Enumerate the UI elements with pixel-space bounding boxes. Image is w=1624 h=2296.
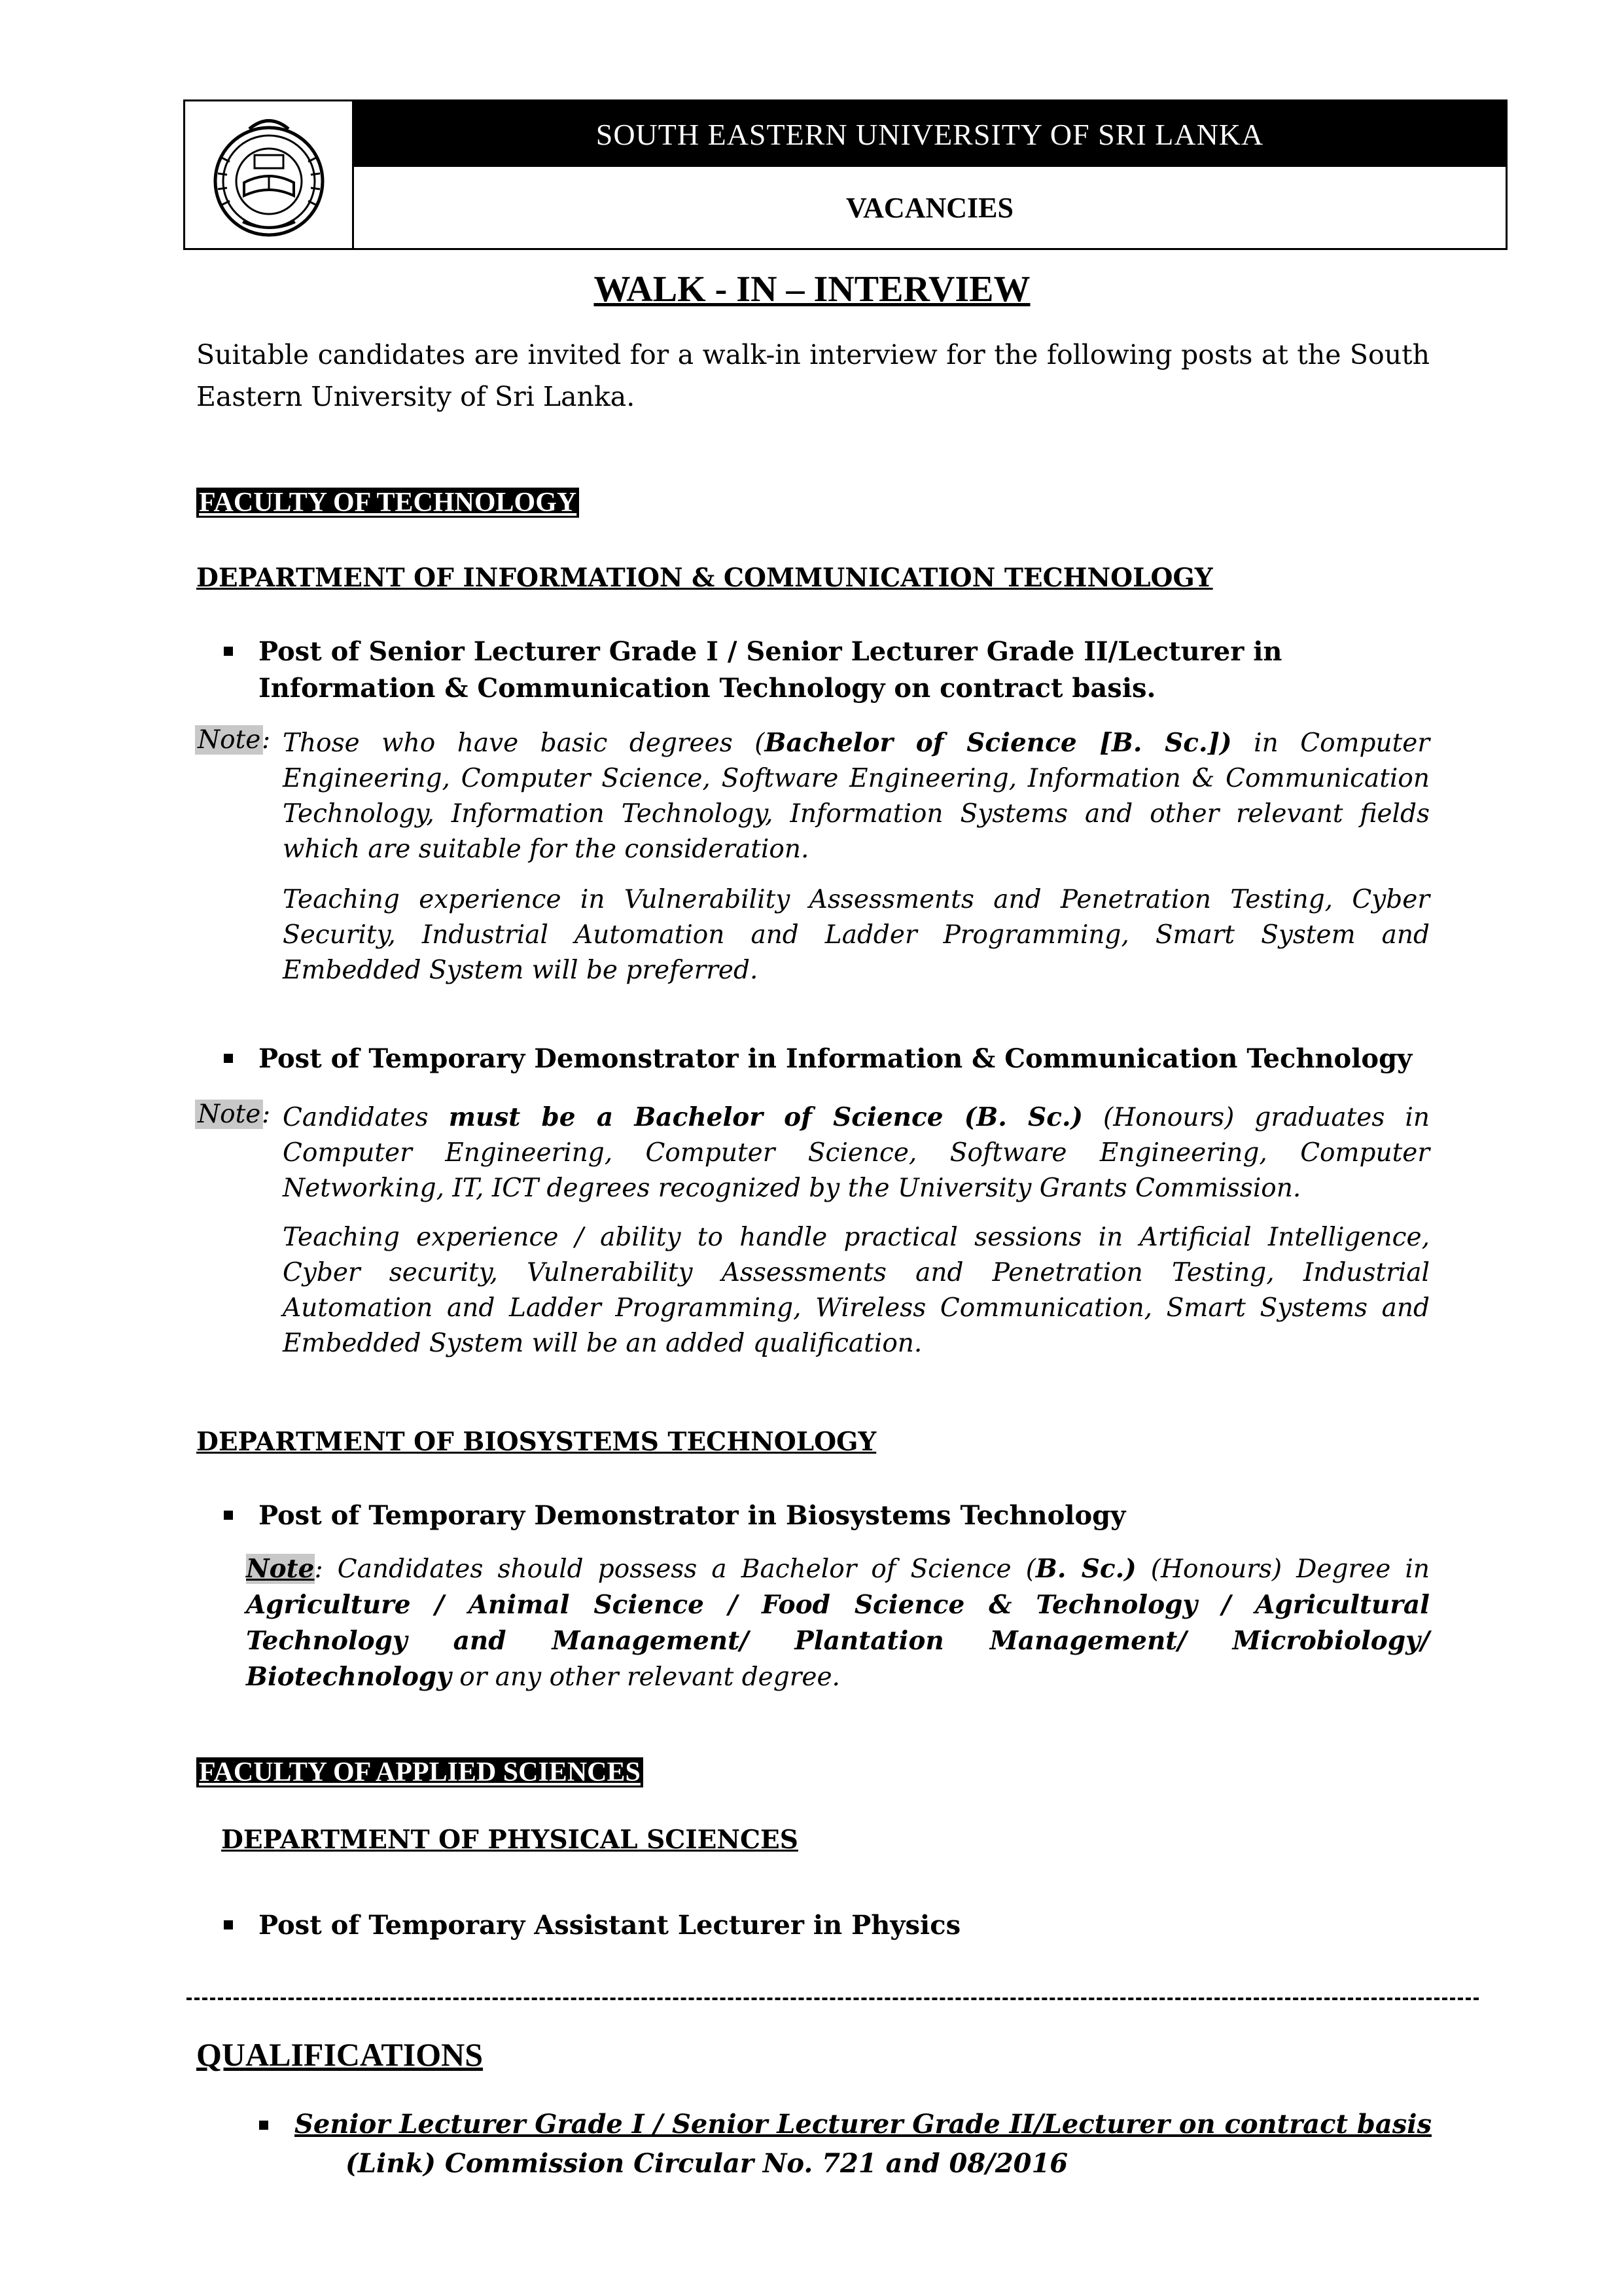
note-bio [246, 1551, 1430, 1695]
section-divider [186, 1998, 1479, 2000]
note-emphasis: Agriculture / Animal Science / Food Science & Technology / Agricultural Technology and Management/ Plantation Management/ Microbiology/ Biotechnology [246, 1590, 1430, 1692]
bullet-icon [224, 1511, 233, 1520]
university-name: SOUTH EASTERN UNIVERSITY OF SRI LANKA [354, 101, 1506, 167]
bullet-icon [224, 1920, 233, 1929]
note-label: Note [246, 1554, 315, 1584]
note-ict-1 [283, 725, 1430, 867]
page-title: WALK - IN – INTERVIEW [593, 269, 1031, 310]
note-text: Candidates [283, 1103, 449, 1132]
post-assistant-lecturer-physics: Post of Temporary Assistant Lecturer in Physics [258, 1910, 961, 1941]
note-colon: : [262, 725, 271, 755]
faculty-technology-heading: FACULTY OF TECHNOLOGY [196, 488, 579, 518]
intro-paragraph: Suitable candidates are invited for a walk-in interview for the following posts at the South Eastern University of Sri Lanka. [196, 339, 1430, 412]
qualification-circular-reference: (Link) Commission Circular No. 721 and 08/2016 [345, 2148, 1068, 2179]
dept-phys-heading: DEPARTMENT OF PHYSICAL SCIENCES [221, 1825, 798, 1855]
vacancies-label: VACANCIES [846, 191, 1014, 224]
note-emphasis: B. Sc.) [1035, 1554, 1137, 1584]
note-ict-2 [283, 1100, 1430, 1206]
bullet-icon [224, 647, 233, 656]
note-emphasis: must be a Bachelor of Science (B. Sc.) [448, 1102, 1083, 1132]
post-senior-lecturer-ict: Post of Senior Lecturer Grade I / Senior Lecturer Grade II/Lecturer in Information & Communication Technology on contract basis. [258, 636, 1282, 704]
bullet-icon [259, 2121, 268, 2130]
bullet-icon [224, 1054, 233, 1063]
university-crest-icon [203, 109, 334, 240]
note-text: : Candidates should possess a Bachelor of Science ( [314, 1554, 1036, 1584]
university-logo [185, 101, 354, 248]
dept-bio-heading: DEPARTMENT OF BIOSYSTEMS TECHNOLOGY [196, 1427, 877, 1457]
note-label: Note [195, 725, 263, 755]
note-ict-1-teaching: Teaching experience in Vulnerability Assessments and Penetration Testing, Cyber Security, Industrial Automation and Ladder Programming, Smart System and Embedded System will be preferred. [283, 885, 1430, 985]
note-colon: : [262, 1100, 271, 1129]
qualifications-heading: QUALIFICATIONS [196, 2036, 484, 2073]
note-text: (Honours) graduates in Computer Engineering, Computer Science, Software Engineering, Computer Networking, IT, ICT degrees recognized by the University Grants Commission. [283, 1103, 1430, 1203]
qualification-item-senior-lecturer: Senior Lecturer Grade I / Senior Lecturer Grade II/Lecturer on contract basis [294, 2109, 1432, 2140]
note-text: or any other relevant degree. [451, 1662, 840, 1692]
note-text: Those who have basic degrees ( [283, 728, 765, 758]
dept-ict-heading: DEPARTMENT OF INFORMATION & COMMUNICATION TECHNOLOGY [196, 563, 1213, 593]
header-box [183, 99, 1508, 250]
note-text: in Computer Engineering, Computer Science, Software Engineering, Information & Communication Technology, Information Technology, Information Systems and other relevant fields which are suitable for the consideration. [283, 728, 1430, 864]
note-emphasis: Bachelor of Science [B. Sc.]) [764, 728, 1232, 758]
note-text: (Honours) Degree in [1136, 1554, 1430, 1584]
note-label: Note [195, 1100, 263, 1129]
post-demonstrator-ict: Post of Temporary Demonstrator in Information & Communication Technology [258, 1043, 1413, 1074]
faculty-applied-heading: FACULTY OF APPLIED SCIENCES [196, 1757, 643, 1787]
note-ict-2-teaching: Teaching experience / ability to handle practical sessions in Artificial Intelligence, Cyber security, Vulnerability Assessments and Penetration Testing, Industrial Automation and Ladder Programming, Wireless Communication, Smart Systems and Embedded System will be an added qualification. [283, 1223, 1430, 1358]
post-demonstrator-bio: Post of Temporary Demonstrator in Biosystems Technology [258, 1500, 1126, 1531]
